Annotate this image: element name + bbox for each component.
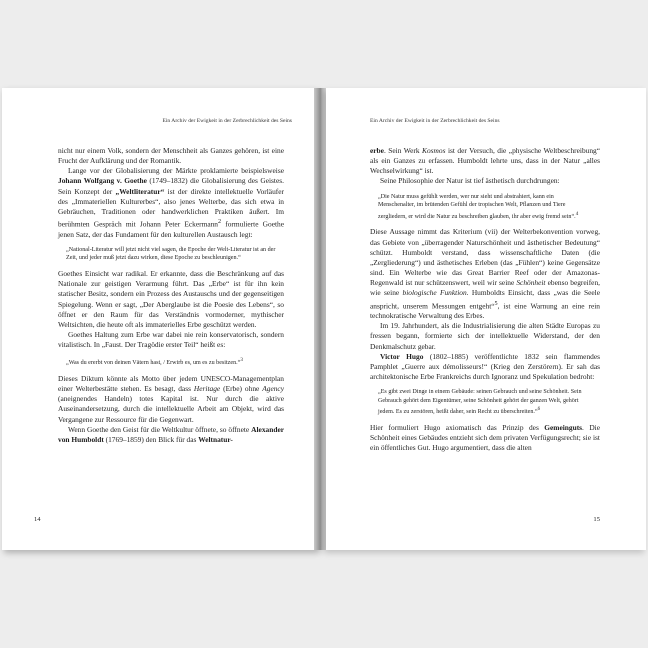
key-term: Gemeinguts (544, 423, 583, 433)
body-text (58, 146, 284, 445)
paragraph: Lange vor der Globalisierung der Märkte proklamierte beispielsweise Johann Wolfgang v. Goethe (1749–1832) die Globalisierung des Geistes. Sein Konzept der „Weltliteratur“ ist der direkte intellektuelle Vorläufer des „Immateriellen Kulturerbes“, also jenes Welterbe, das sich etwa in Gebräuchen, Traditionen oder handwerklichen Praktiken äußert. Im berühmten Gespräch mit Johann Peter Eckermann$^2$ formulierte Goethe jenen Satz, der das Fundament für den kulturellen Austausch legt: (58, 166, 285, 239)
paragraph: Dieses Diktum könnte als Motto über jedem UNESCO-Managementplan einer Welterbestätte stehen. Es besagt, dass Heritage (Erbe) ohne Agency (aneignendes Handeln) totes Kapital ist. Nur durch die aktive Auseinandersetzung, durch die intellektuelle Arbeit am Objekt, wird das Vergangene zur Ressource für die Gegenwart. (58, 373, 284, 424)
key-term: Weltnatur- (198, 434, 233, 444)
footnote-ref: 6 (537, 406, 541, 413)
paragraph: Diese Aussage nimmt das Kriterium (vii) der Welterbekonvention vorweg, das Gebiete von „überragender Naturschönheit und ästhetischer Bedeutung“ schützt. Humboldt verstand, dass wissenschaftliche Daten (die „Zergliederung“) und ästhetisches Erleben (das „Fühlen“) keine Gegensätze sind. Ein Welterbe wie das Great Barrier Reef oder der Amazonas-Regenwald ist nur schützenswert, weil wir seine Schönheit ebenso begreifen, wie seine biologische Funktion. Humboldts Einsicht, dass „was die Seele anspricht, unserem Messungen entgeht“$^5$, ist eine Warnung an eine rein technokratische Verwaltung des Erbes. (370, 227, 601, 321)
paragraph: Seine Philosophie der Natur ist tief ästhetisch durchdrungen: (380, 176, 560, 186)
page-number: 15 (593, 516, 600, 523)
footnote-ref: 3 (240, 357, 243, 364)
paragraph: Victor Hugo (1802–1885) veröffentlichte 1832 sein flammendes Pamphlet „Guerre aux démolisseurs!“ (Krieg den Zerstörern). Er sah das architektonische Erbe Frankreichs durch Ignoranz und Spekulation bedroht: (370, 351, 601, 382)
paragraph: erbe. Sein Werk Kosmos ist der Versuch, die „physische Weltbeschreibung“ als ein Ganzes zu erfassen. Humboldt lehrte uns, dass in der Natur „alles Wechselwirkung“ ist. (370, 146, 601, 176)
key-term: erbe (370, 146, 384, 155)
paragraph: nicht nur einem Volk, sondern der Menschheit als Ganzes gehören, ist eine Frucht der Aufklärung und der Romantik. (58, 146, 284, 166)
footnote-ref: 2 (218, 219, 222, 226)
right-page (326, 88, 646, 550)
person-name: Alexander von Humboldt (58, 424, 284, 444)
footnote-ref: 5 (494, 300, 498, 307)
page-number: 14 (34, 516, 41, 523)
person-name: Victor Hugo (380, 351, 424, 361)
block-quote: „Es gibt zwei Dinge in einem Gebäude: seinen Gebrauch und seine Schönheit. Sein Gebrauch gehört dem Eigentümer, seine Schönheit gehört der ganzen Welt, gehört jedem. Es zu zerstören, heißt daher, sein Recht zu überschreiten.“$^6$ (378, 389, 582, 416)
running-head: Ein Archiv der Ewigkeit in der Zerbrechlichkeit des Seins (370, 118, 500, 124)
paragraph: Goethes Einsicht war radikal. Er erkannte, dass die Beschränkung auf das Nationale zur geistigen Verarmung führt. Das „Erbe“ ist für ihn kein statischer Besitz, sondern ein Prozess des Austauschs und der gegenseitigen Spiegelung. Wenn er sagt, „Der Aberglaube ist die Poesie des Lebens“, so öffnet er den Raum für das Verständnis vormoderner, mythischer Weltsichten, die heute oft als immaterielles Erbe geschützt werden. (58, 269, 284, 329)
running-head: Ein Archiv der Ewigkeit in der Zerbrechlichkeit des Seins (162, 118, 292, 124)
block-quote: „Die Natur muss gefühlt werden, wer nur sieht und abstrahiert, kann ein Menschenalter, im brütenden Gefühl der tropischen Welt, Pflanzen und Tiere zergliedern, er wird die Natur zu beschreiben glauben, ihr aber ewig fremd sein“.$^4$ (378, 193, 579, 220)
paragraph: Wenn Goethe den Geist für die Weltkultur öffnete, so öffnete Alexander von Humboldt (1769–1859) den Blick für das Weltnatur- (58, 424, 284, 444)
left-page (2, 88, 318, 550)
paragraph: Im 19. Jahrhundert, als die Industrialisierung die alten Städte Europas zu fressen begann, formierte sich der intellektuelle Widerstand, der den Denkmalschutz gebar. (370, 321, 600, 351)
paragraph: Goethes Haltung zum Erbe war dabei nie rein konservatorisch, sondern vitalistisch. In „Faust. Der Tragödie erster Teil“ heißt es: (58, 330, 284, 350)
person-name: Johann Wolfgang v. Goethe (58, 176, 147, 186)
footnote-ref: 4 (575, 210, 579, 217)
key-term: „Weltliteratur“ (115, 186, 165, 196)
paragraph: Hier formuliert Hugo axiomatisch das Prinzip des Gemeinguts. Die Schönheit eines Gebäudes entzieht sich dem privaten Verfügungsrecht; sie ist ein öffentliches Gut. Hugo argumentiert, dass die alten (370, 423, 600, 453)
block-quote: „National-Literatur will jetzt nicht viel sagen, die Epoche der Welt-Literatur ist an der Zeit, und jeder muß jetzt dazu wirken, diese Epoche zu beschleunigen.“ (66, 246, 276, 262)
work-title: Kosmos (422, 146, 446, 155)
block-quote: „Was du ererbt von deinen Vätern hast, / Erwirb es, um es zu besitzen.“$^3$ (66, 357, 243, 367)
body-text (370, 146, 600, 454)
work-title: „Faust. Der Tragödie erster Teil“ (101, 340, 199, 350)
